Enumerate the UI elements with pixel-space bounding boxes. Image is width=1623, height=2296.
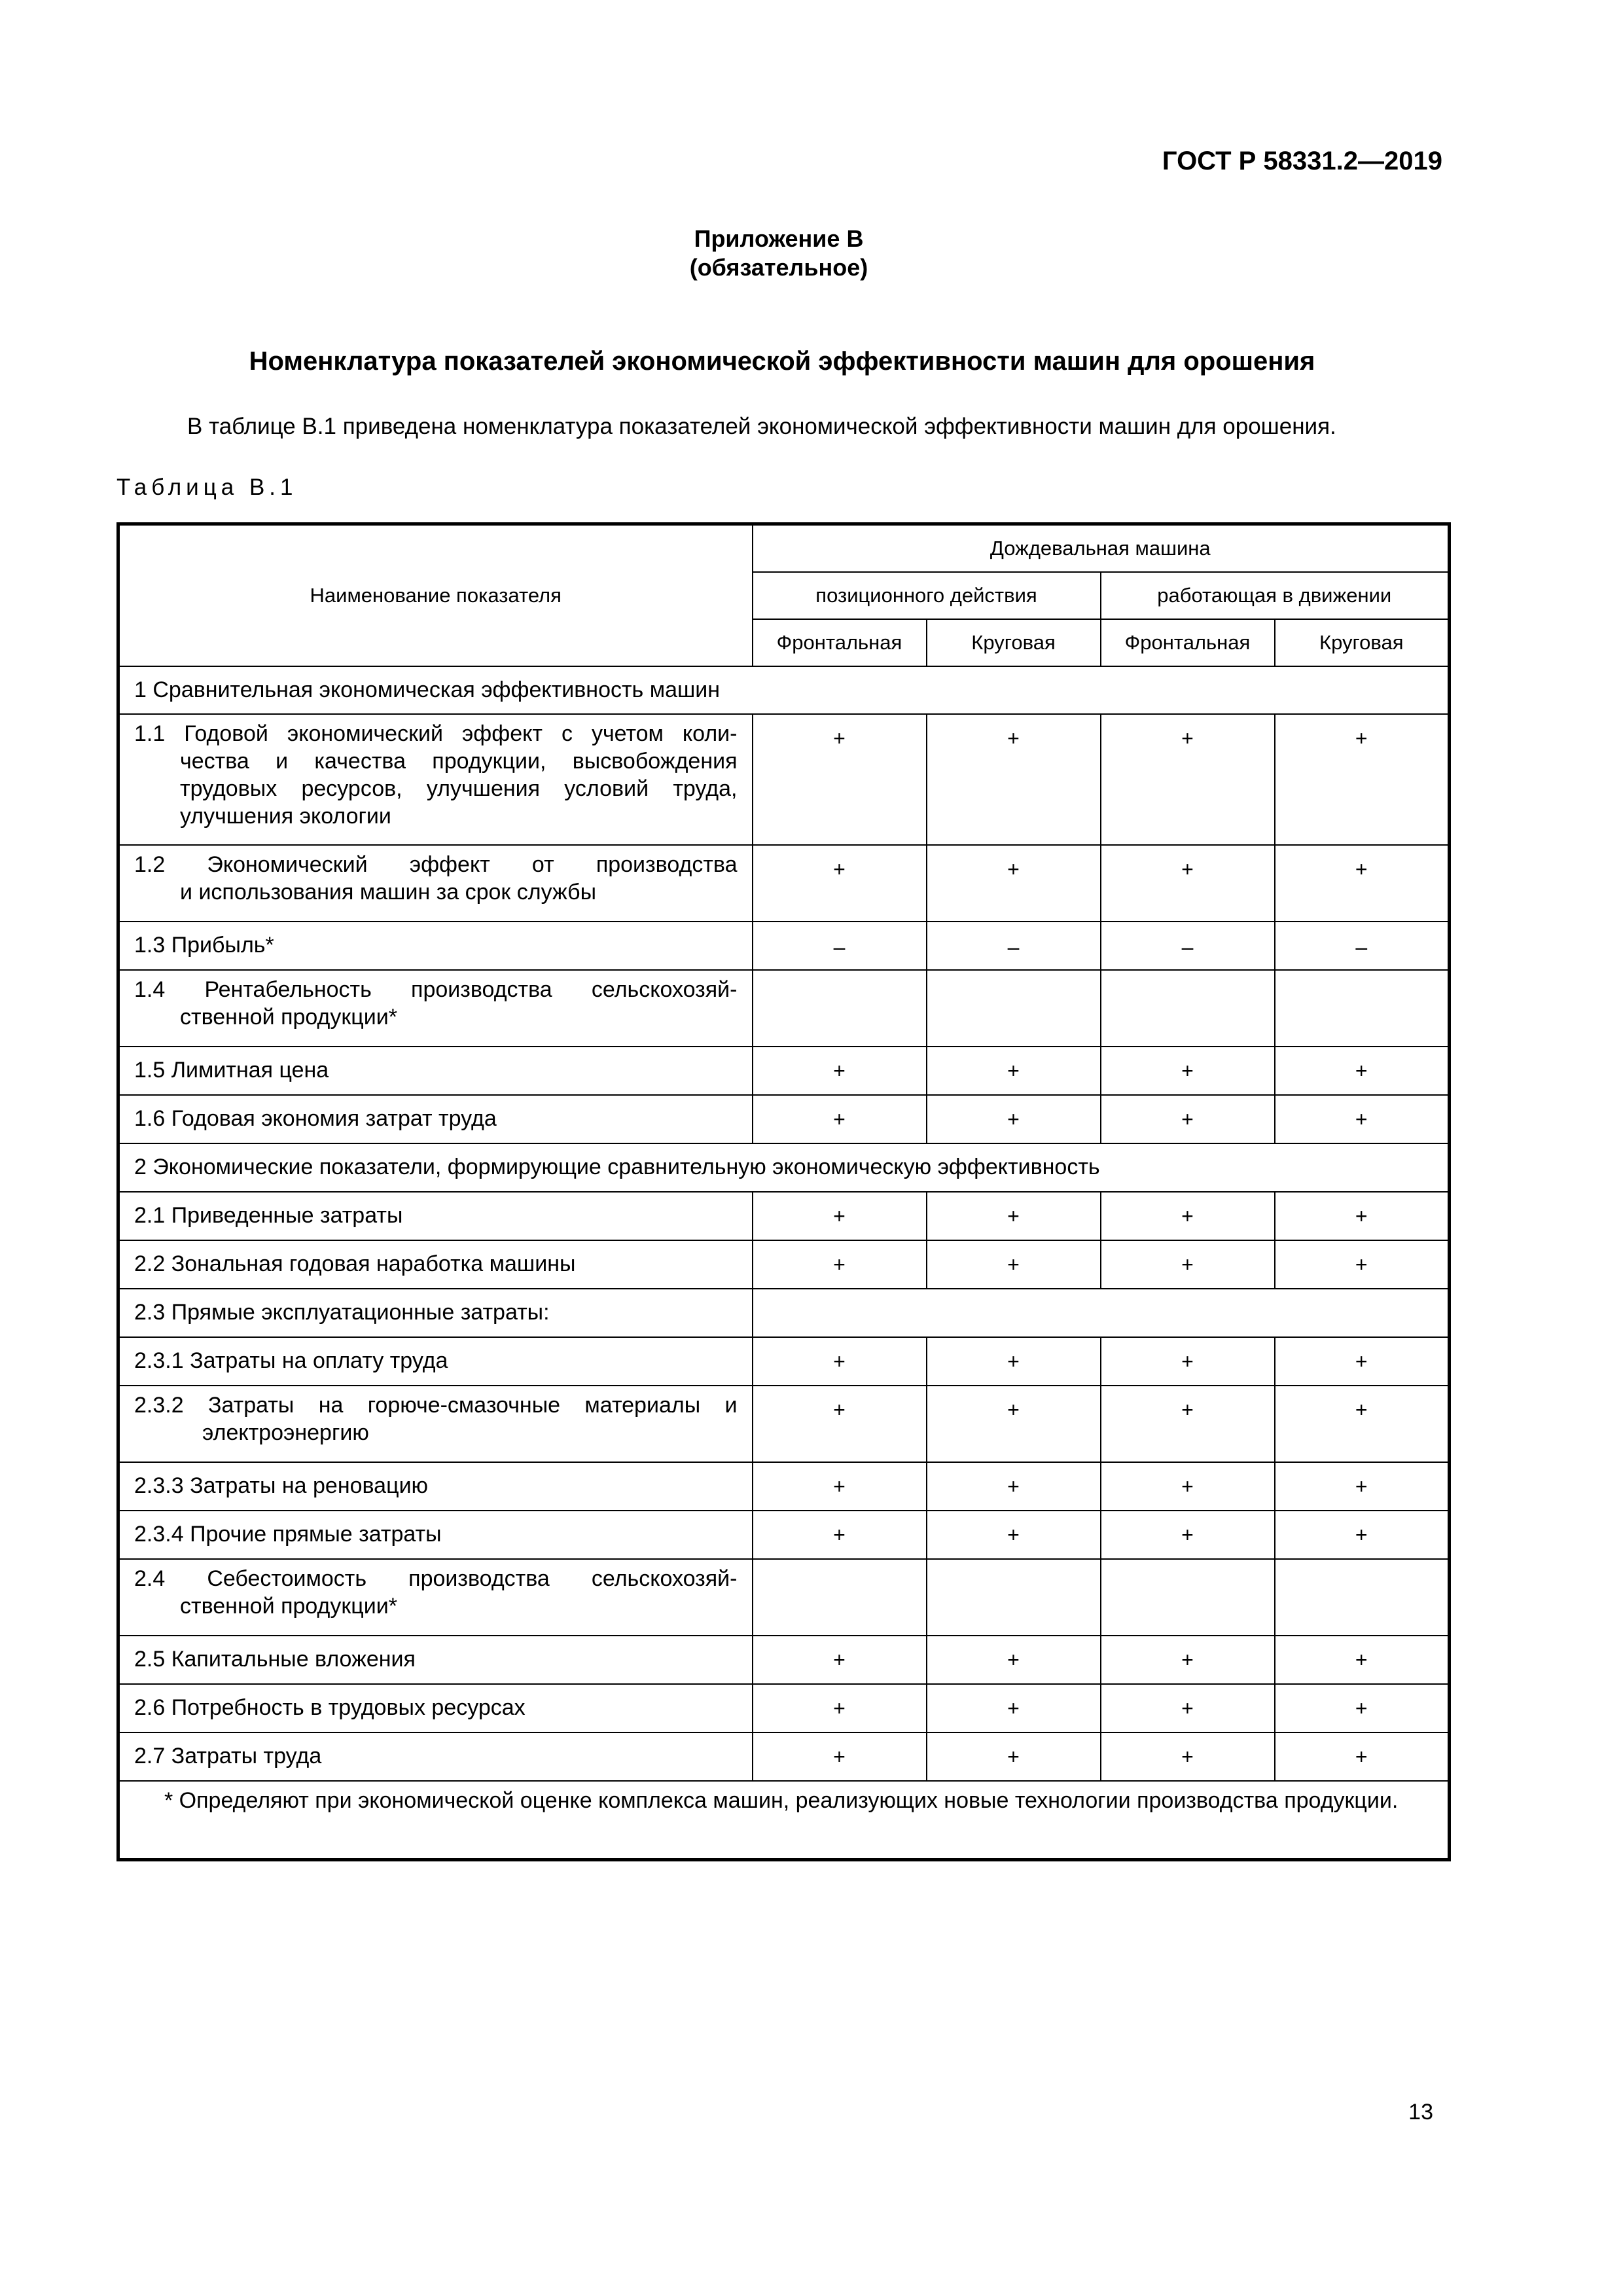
row-label-line: улучшения экологии (180, 804, 391, 829)
table-cell: + (927, 1047, 1101, 1095)
table-cell: + (753, 1047, 927, 1095)
table-row-label (118, 1386, 753, 1462)
row-label-line: чества и качества продукции, высвобождения (180, 749, 738, 774)
indicators-table (116, 522, 1451, 1861)
table-cell: + (1275, 1636, 1450, 1684)
indicators-table-wrapper (116, 522, 1448, 1861)
header-col-circular-1: Круговая (927, 619, 1101, 666)
row-label-line: 2.3.3 Затраты на реновацию (134, 1473, 429, 1498)
table-row-label (118, 1511, 753, 1559)
table-cell: + (927, 714, 1101, 845)
table-cell: + (1275, 1684, 1450, 1732)
table-cell: + (753, 1462, 927, 1511)
table-cell: + (927, 1511, 1101, 1559)
intro-paragraph: В таблице В.1 приведена номенклатура показателей экономической эффективности машин для орошения. (187, 414, 1336, 439)
table-cell: + (1275, 1192, 1450, 1240)
table-row-label (118, 1559, 753, 1636)
table-cell: – (753, 922, 927, 970)
table-caption: Таблица В.1 (116, 475, 298, 500)
row-label-line: 1.4 Рентабельность производства сельскохозяй- (134, 977, 738, 1002)
document-code: ГОСТ Р 58331.2—2019 (1162, 147, 1442, 175)
table-cell (927, 970, 1101, 1047)
table-cell: + (1275, 1732, 1450, 1781)
header-subgroup-moving: работающая в движении (1101, 572, 1450, 619)
table-cell: + (1101, 1192, 1275, 1240)
table-cell: + (753, 1684, 927, 1732)
section-heading: Номенклатура показателей экономической эффективности машин для орошения (249, 347, 1315, 376)
table-row-label (118, 1095, 753, 1143)
table-cell: + (1101, 1095, 1275, 1143)
row-label-line: 1.6 Годовая экономия затрат труда (134, 1106, 497, 1131)
table-cell: + (753, 1095, 927, 1143)
table-row-label (118, 1240, 753, 1289)
table-cell: + (1275, 1047, 1450, 1095)
row-label-line: 1.2 Экономический эффект от производства (134, 852, 738, 877)
table-cell: + (753, 1240, 927, 1289)
table-row-label (118, 1289, 753, 1337)
header-name-column: Наименование показателя (118, 524, 753, 667)
table-cell: – (1101, 922, 1275, 970)
table-cell: + (927, 1462, 1101, 1511)
table-cell: + (1101, 1047, 1275, 1095)
table-row-label (118, 845, 753, 922)
table-cell: + (1101, 1684, 1275, 1732)
row-label-line: ственной продукции* (180, 1594, 397, 1619)
table-cell: + (927, 1095, 1101, 1143)
page-number: 13 (1408, 2100, 1433, 2125)
table-cell: + (1275, 1462, 1450, 1511)
table-cell (1275, 970, 1450, 1047)
table-row-label (118, 1462, 753, 1511)
table-row-label (118, 1192, 753, 1240)
table-cell: + (753, 1337, 927, 1386)
footnote-text: * Определяют при экономической оценке комплекса машин, реализующих новые технологии производства продукции. (164, 1788, 1399, 1813)
row-label-line: 2.4 Себестоимость производства сельскохозяй- (134, 1566, 738, 1591)
table-row-label (118, 1732, 753, 1781)
row-label-line: 1.1 Годовой экономический эффект с учетом коли- (134, 721, 738, 746)
header-subgroup-positional: позиционного действия (753, 572, 1101, 619)
table-cell: + (753, 1192, 927, 1240)
header-col-circular-2: Круговая (1275, 619, 1450, 666)
table-cell: + (927, 1386, 1101, 1462)
table-cell: + (1101, 1337, 1275, 1386)
table-cell: + (1101, 1240, 1275, 1289)
table-cell: + (927, 1636, 1101, 1684)
table-cell (753, 1559, 927, 1636)
table-cell: + (753, 845, 927, 922)
table-cell: + (1275, 1386, 1450, 1462)
table-section-row: 1 Сравнительная экономическая эффективность машин (118, 666, 1450, 714)
annex-status: (обязательное) (689, 254, 868, 281)
table-row-label (118, 1636, 753, 1684)
table-cell: + (753, 1636, 927, 1684)
row-label-line: и использования машин за срок службы (180, 880, 597, 905)
row-label-line: 1.5 Лимитная цена (134, 1058, 329, 1083)
row-label-line: 2.1 Приведенные затраты (134, 1203, 403, 1228)
header-group: Дождевальная машина (753, 524, 1450, 573)
table-cell: + (927, 1732, 1101, 1781)
table-row-label (118, 1337, 753, 1386)
table-cell: + (1101, 1511, 1275, 1559)
table-cell: + (753, 1386, 927, 1462)
table-cell: + (1275, 845, 1450, 922)
table-cell: + (1275, 1511, 1450, 1559)
table-cell: + (927, 1684, 1101, 1732)
row-label-line: 2.3.2 Затраты на горюче-смазочные материалы и (134, 1393, 738, 1418)
table-cell: + (1101, 845, 1275, 922)
header-col-frontal-2: Фронтальная (1101, 619, 1275, 666)
table-cell (1275, 1559, 1450, 1636)
table-cell: + (927, 845, 1101, 922)
table-row-label (118, 714, 753, 845)
row-label-line: 2.2 Зональная годовая наработка машины (134, 1251, 576, 1276)
row-label-line: трудовых ресурсов, улучшения условий труда, (180, 776, 738, 801)
table-cell: + (927, 1240, 1101, 1289)
row-label-line: 2.6 Потребность в трудовых ресурсах (134, 1695, 526, 1720)
table-cell: + (753, 1511, 927, 1559)
table-cell: – (1275, 922, 1450, 970)
row-label-line: 2.3.4 Прочие прямые затраты (134, 1522, 442, 1547)
table-cell: + (1275, 1337, 1450, 1386)
table-cell: + (1275, 1095, 1450, 1143)
table-row-label (118, 1684, 753, 1732)
row-label-line: 2.3 Прямые эксплуатационные затраты: (134, 1300, 550, 1325)
table-cell: + (1101, 1732, 1275, 1781)
annex-title: Приложение В (694, 225, 864, 252)
table-cell: + (1101, 1636, 1275, 1684)
table-cell: + (1275, 1240, 1450, 1289)
table-row-label (118, 970, 753, 1047)
row-label-line: ственной продукции* (180, 1005, 397, 1030)
row-label-line: 2.7 Затраты труда (134, 1744, 322, 1768)
table-cell (1101, 1559, 1275, 1636)
table-cell: + (1275, 714, 1450, 845)
row-label-line: 1.3 Прибыль* (134, 933, 274, 958)
table-cell (753, 970, 927, 1047)
table-section-row: 2 Экономические показатели, формирующие сравнительную экономическую эффективность (118, 1143, 1450, 1192)
table-cell (927, 1559, 1101, 1636)
table-footnote (118, 1781, 1450, 1859)
row-label-line: 2.3.1 Затраты на оплату труда (134, 1348, 448, 1373)
table-cell: + (927, 1337, 1101, 1386)
row-label-line: электроэнергию (202, 1420, 369, 1445)
table-cell: + (1101, 714, 1275, 845)
table-cell: + (1101, 1462, 1275, 1511)
table-cell: + (753, 714, 927, 845)
table-cell: + (927, 1192, 1101, 1240)
table-row-label (118, 922, 753, 970)
table-row-label (118, 1047, 753, 1095)
table-cell: + (1101, 1386, 1275, 1462)
row-label-line: 2.5 Капитальные вложения (134, 1647, 416, 1672)
table-cell: + (753, 1732, 927, 1781)
table-cell (1101, 970, 1275, 1047)
table-cell-empty-merged (753, 1289, 1450, 1337)
header-col-frontal-1: Фронтальная (753, 619, 927, 666)
table-cell: – (927, 922, 1101, 970)
